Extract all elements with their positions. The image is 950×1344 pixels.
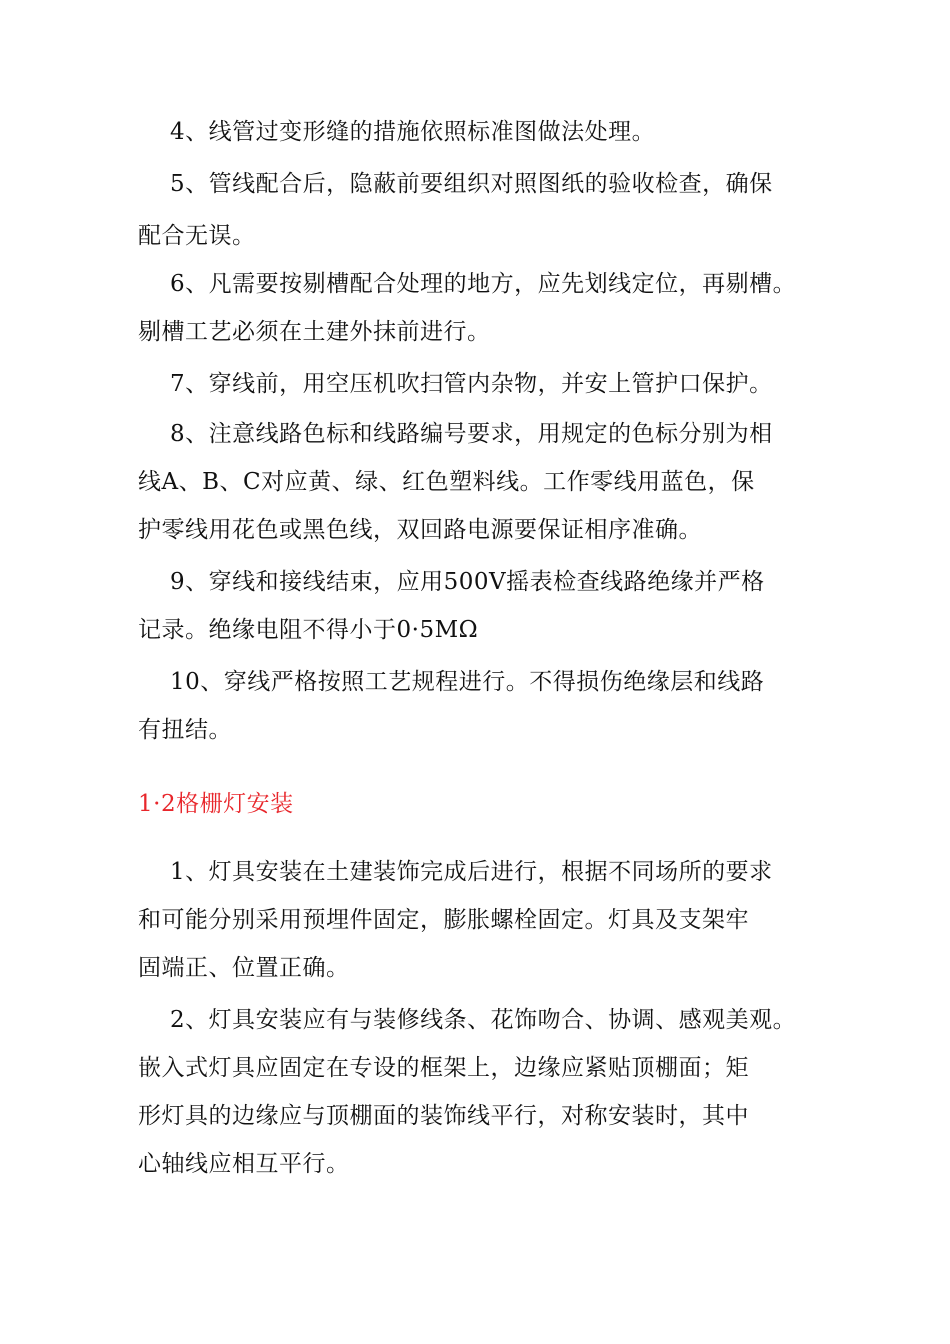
paragraph-line: 5、管线配合后，隐蔽前要组织对照图纸的验收检查，确保 <box>170 171 773 197</box>
paragraph-line: 有扭结。 <box>138 717 232 743</box>
paragraph-line: 形灯具的边缘应与顶棚面的装饰线平行，对称安装时，其中 <box>138 1103 749 1129</box>
paragraph-line: 心轴线应相互平行。 <box>138 1151 350 1177</box>
paragraph-line: 2、灯具安装应有与装修线条、花饰吻合、协调、感观美观。 <box>170 1007 797 1033</box>
paragraph-item-5 <box>138 166 838 254</box>
paragraph-item-2 <box>138 1002 838 1182</box>
paragraph-line: 和可能分别采用预埋件固定，膨胀螺栓固定。灯具及支架牢 <box>138 907 749 933</box>
paragraph-line: 护零线用花色或黑色线，双回路电源要保证相序准确。 <box>138 517 702 543</box>
section-heading: 1·2格栅灯安装 <box>138 791 294 817</box>
paragraph-line: 10、穿线严格按照工艺规程进行。不得损伤绝缘层和线路 <box>170 669 765 695</box>
paragraph-line: 6、凡需要按剔槽配合处理的地方，应先划线定位，再剔槽。 <box>170 271 797 297</box>
paragraph-line: 8、注意线路色标和线路编号要求，用规定的色标分别为相 <box>170 421 773 447</box>
paragraph-line: 1、灯具安装在土建装饰完成后进行，根据不同场所的要求 <box>170 859 773 885</box>
paragraph-item-1 <box>138 854 838 986</box>
paragraph-line: 线A、B、C对应黄、绿、红色塑料线。工作零线用蓝色，保 <box>138 469 755 495</box>
paragraph-item-4 <box>138 114 838 150</box>
paragraph-line: 9、穿线和接线结束，应用500V摇表检查线路绝缘并严格 <box>170 569 765 595</box>
paragraph-line: 剔槽工艺必须在土建外抹前进行。 <box>138 319 491 345</box>
paragraph-line: 4、线管过变形缝的措施依照标准图做法处理。 <box>170 119 656 145</box>
paragraph-line: 7、穿线前，用空压机吹扫管内杂物，并安上管护口保护。 <box>170 371 773 397</box>
paragraph-item-8 <box>138 416 838 548</box>
paragraph-item-10 <box>138 664 838 748</box>
paragraph-line: 嵌入式灯具应固定在专设的框架上，边缘应紧贴顶棚面；矩 <box>138 1055 749 1081</box>
paragraph-item-7 <box>138 366 838 402</box>
paragraph-line: 固端正、位置正确。 <box>138 955 350 981</box>
paragraph-item-9 <box>138 564 838 648</box>
paragraph-line: 配合无误。 <box>138 223 256 249</box>
paragraph-line: 记录。绝缘电阻不得小于0·5MΩ <box>138 617 479 643</box>
paragraph-item-6 <box>138 266 838 350</box>
